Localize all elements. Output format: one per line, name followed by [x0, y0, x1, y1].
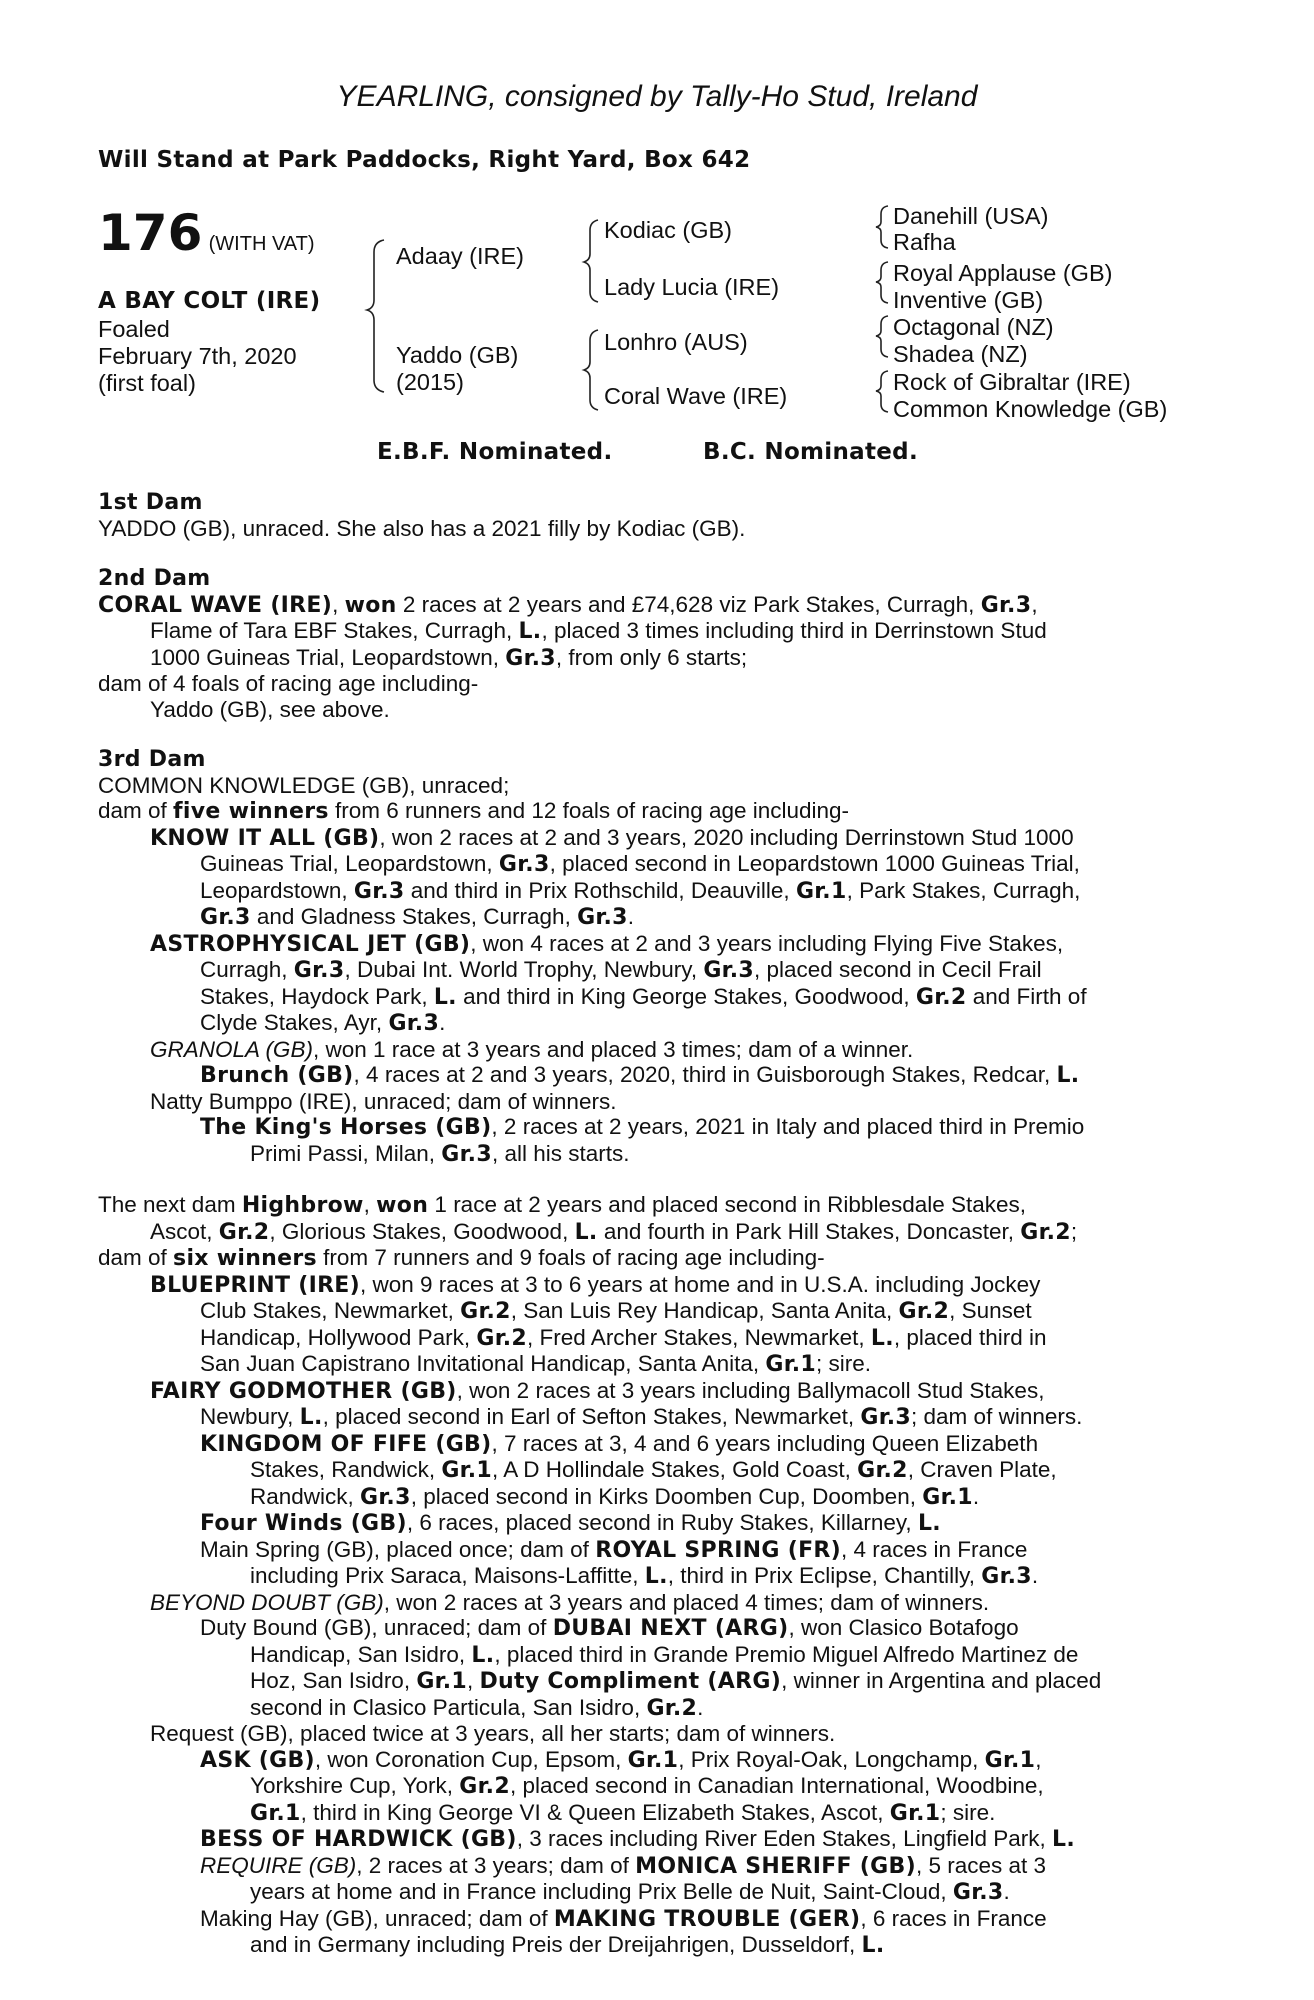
astro-jet-3: Stakes, Haydock Park, L. and third in King George Stakes, Goodwood, Gr.2 and Firth of [200, 983, 1087, 1010]
g3-8: Common Knowledge (GB) [893, 396, 1168, 422]
foaled-date: February 7th, 2020 [98, 343, 297, 369]
g3-1: Danehill (USA) [893, 203, 1049, 229]
blueprint-4: San Juan Capistrano Invitational Handicap, Santa Anita, Gr.1; sire. [200, 1351, 872, 1377]
g3-7: Rock of Gibraltar (IRE) [893, 369, 1131, 395]
dam-year: (2015) [396, 369, 464, 395]
g3-4: Inventive (GB) [893, 287, 1044, 313]
vat-note: (WITH VAT) [208, 233, 315, 255]
lot-number: 176 [98, 204, 203, 262]
ask-3: Gr.1, third in King George VI & Queen Elizabeth Stakes, Ascot, Gr.1; sire. [250, 1799, 996, 1826]
g3-6: Shadea (NZ) [893, 341, 1028, 367]
dam2-line-3: 1000 Guineas Trial, Leopardstown, Gr.3, from only 6 starts; [150, 644, 748, 671]
dam1-heading: 1st Dam [98, 490, 203, 515]
next-dam-2: Ascot, Gr.2, Glorious Stakes, Goodwood, L. and fourth in Park Hill Stakes, Doncaster, Gr.2; [150, 1218, 1078, 1245]
bc-nominated: B.C. Nominated. [703, 439, 918, 465]
know-it-all-1: KNOW IT ALL (GB), won 2 races at 2 and 3 years, 2020 including Derrinstown Stud 1000 [150, 824, 1074, 851]
natty-bumppo: Natty Bumppo (IRE), unraced; dam of winners. [150, 1088, 617, 1114]
beyond-doubt: BEYOND DOUBT (GB), won 2 races at 3 years and placed 4 times; dam of winners. [150, 1589, 990, 1615]
next-dam-1: The next dam Highbrow, won 1 race at 2 years and placed second in Ribblesdale Stakes, [98, 1192, 1027, 1218]
page-title: YEARLING, consigned by Tally-Ho Stud, Ireland [336, 80, 978, 113]
making-hay-1: Making Hay (GB), unraced; dam of MAKING TROUBLE (GER), 6 races in France [200, 1905, 1047, 1932]
foaled-label: Foaled [98, 316, 170, 342]
fairy-godmother-2: Newbury, L., placed second in Earl of Sefton Stakes, Newmarket, Gr.3; dam of winners. [200, 1404, 1083, 1430]
dam-produce-record [98, 490, 1206, 1959]
dam3-line-1: COMMON KNOWLEDGE (GB), unraced; [98, 772, 510, 798]
sire: Adaay (IRE) [396, 243, 524, 269]
foal-note: (first foal) [98, 370, 196, 396]
kings-horses-2: Primi Passi, Milan, Gr.3, all his starts. [250, 1140, 630, 1167]
ebf-nominated: E.B.F. Nominated. [377, 439, 613, 465]
duty-bound-2: Handicap, San Isidro, L., placed third in Grande Premio Miguel Alfredo Martinez de [250, 1641, 1079, 1668]
kings-horses-1: The King's Horses (GB), 2 races at 2 years, 2021 in Italy and placed third in Premio [200, 1114, 1085, 1140]
duty-bound-4: second in Clasico Particula, San Isidro, Gr.2. [250, 1694, 704, 1721]
kingdom-fife-3: Randwick, Gr.3, placed second in Kirks Doomben Cup, Doomben, Gr.1. [250, 1483, 980, 1510]
dam2-line-4: dam of 4 foals of racing age including- [98, 671, 479, 696]
g3-5: Octagonal (NZ) [893, 314, 1054, 340]
main-spring-2: including Prix Saraca, Maisons-Laffitte, L., third in Prix Eclipse, Chantilly, Gr.3. [250, 1563, 1039, 1589]
stand-location: Will Stand at Park Paddocks, Right Yard, Box 642 [98, 147, 751, 173]
kingdom-fife-1: KINGDOM OF FIFE (GB), 7 races at 3, 4 and 6 years including Queen Elizabeth [200, 1430, 1039, 1457]
blueprint-3: Handicap, Hollywood Park, Gr.2, Fred Archer Stakes, Newmarket, L., placed third in [200, 1324, 1047, 1351]
require-1: REQUIRE (GB), 2 races at 3 years; dam of MONICA SHERIFF (GB), 5 races at 3 [200, 1852, 1047, 1879]
know-it-all-3: Leopardstown, Gr.3 and third in Prix Rothschild, Deauville, Gr.1, Park Stakes, Curragh, [200, 877, 1081, 904]
dam-dam: Coral Wave (IRE) [604, 383, 788, 409]
fairy-godmother-1: FAIRY GODMOTHER (GB), won 2 races at 3 years including Ballymacoll Stud Stakes, [150, 1377, 1045, 1404]
bess-hardwick: BESS OF HARDWICK (GB), 3 races including River Eden Stakes, Lingfield Park, L. [200, 1826, 1075, 1852]
require-2: years at home and in France including Prix Belle de Nuit, Saint-Cloud, Gr.3. [250, 1879, 1010, 1905]
astro-jet-1: ASTROPHYSICAL JET (GB), won 4 races at 2 and 3 years including Flying Five Stakes, [150, 930, 1064, 957]
making-hay-2: and in Germany including Preis der Dreijahrigen, Dusseldorf, L. [250, 1932, 885, 1958]
know-it-all-4: Gr.3 and Gladness Stakes, Curragh, Gr.3. [200, 904, 634, 930]
astro-jet-4: Clyde Stakes, Ayr, Gr.3. [200, 1010, 446, 1036]
horse-name: A BAY COLT (IRE) [98, 288, 321, 314]
dam2-line-1: CORAL WAVE (IRE), won 2 races at 2 years and £74,628 viz Park Stakes, Curragh, Gr.3, [98, 591, 1038, 618]
astro-jet-2: Curragh, Gr.3, Dubai Int. World Trophy, Newbury, Gr.3, placed second in Cecil Frail [200, 957, 1042, 983]
dam2-line-5: Yaddo (GB), see above. [150, 696, 390, 722]
kingdom-fife-2: Stakes, Randwick, Gr.1, A D Hollindale Stakes, Gold Coast, Gr.2, Craven Plate, [250, 1457, 1057, 1483]
brunch: Brunch (GB), 4 races at 2 and 3 years, 2020, third in Guisborough Stakes, Redcar, L. [200, 1062, 1080, 1088]
dam-sire: Lonhro (AUS) [604, 329, 748, 355]
know-it-all-2: Guineas Trial, Leopardstown, Gr.3, placed second in Leopardstown 1000 Guineas Trial, [200, 851, 1080, 877]
dam2-heading: 2nd Dam [98, 566, 211, 591]
g3-2: Rafha [893, 229, 956, 255]
g3-3: Royal Applause (GB) [893, 260, 1113, 286]
dam1-text: YADDO (GB), unraced. She also has a 2021 filly by Kodiac (GB). [98, 515, 746, 541]
dam2-line-2: Flame of Tara EBF Stakes, Curragh, L., placed 3 times including third in Derrinstown Stud [150, 618, 1047, 644]
blueprint-2: Club Stakes, Newmarket, Gr.2, San Luis Rey Handicap, Santa Anita, Gr.2, Sunset [200, 1298, 1032, 1324]
main-spring-1: Main Spring (GB), placed once; dam of ROYAL SPRING (FR), 4 races in France [200, 1536, 1028, 1563]
dam: Yaddo (GB) [396, 342, 519, 368]
sire-sire: Kodiac (GB) [604, 217, 732, 243]
four-winds: Four Winds (GB), 6 races, placed second in Ruby Stakes, Killarney, L. [200, 1510, 941, 1536]
blueprint-1: BLUEPRINT (IRE), won 9 races at 3 to 6 years at home and in U.S.A. including Jockey [150, 1271, 1041, 1298]
request: Request (GB), placed twice at 3 years, all her starts; dam of winners. [150, 1721, 836, 1746]
granola: GRANOLA (GB), won 1 race at 3 years and placed 3 times; dam of a winner. [150, 1036, 914, 1062]
next-dam-3: dam of six winners from 7 runners and 9 foals of racing age including- [98, 1245, 825, 1271]
ask-1: ASK (GB), won Coronation Cup, Epsom, Gr.1, Prix Royal-Oak, Longchamp, Gr.1, [200, 1746, 1042, 1773]
dam3-heading: 3rd Dam [98, 747, 206, 772]
duty-bound-3: Hoz, San Isidro, Gr.1, Duty Compliment (ARG), winner in Argentina and placed [250, 1668, 1102, 1694]
dam3-line-2: dam of five winners from 6 runners and 12 foals of racing age including- [98, 798, 850, 824]
ask-2: Yorkshire Cup, York, Gr.2, placed second in Canadian International, Woodbine, [250, 1773, 1044, 1799]
sire-dam: Lady Lucia (IRE) [604, 274, 780, 300]
duty-bound-1: Duty Bound (GB), unraced; dam of DUBAI NEXT (ARG), won Clasico Botafogo [200, 1615, 1019, 1641]
